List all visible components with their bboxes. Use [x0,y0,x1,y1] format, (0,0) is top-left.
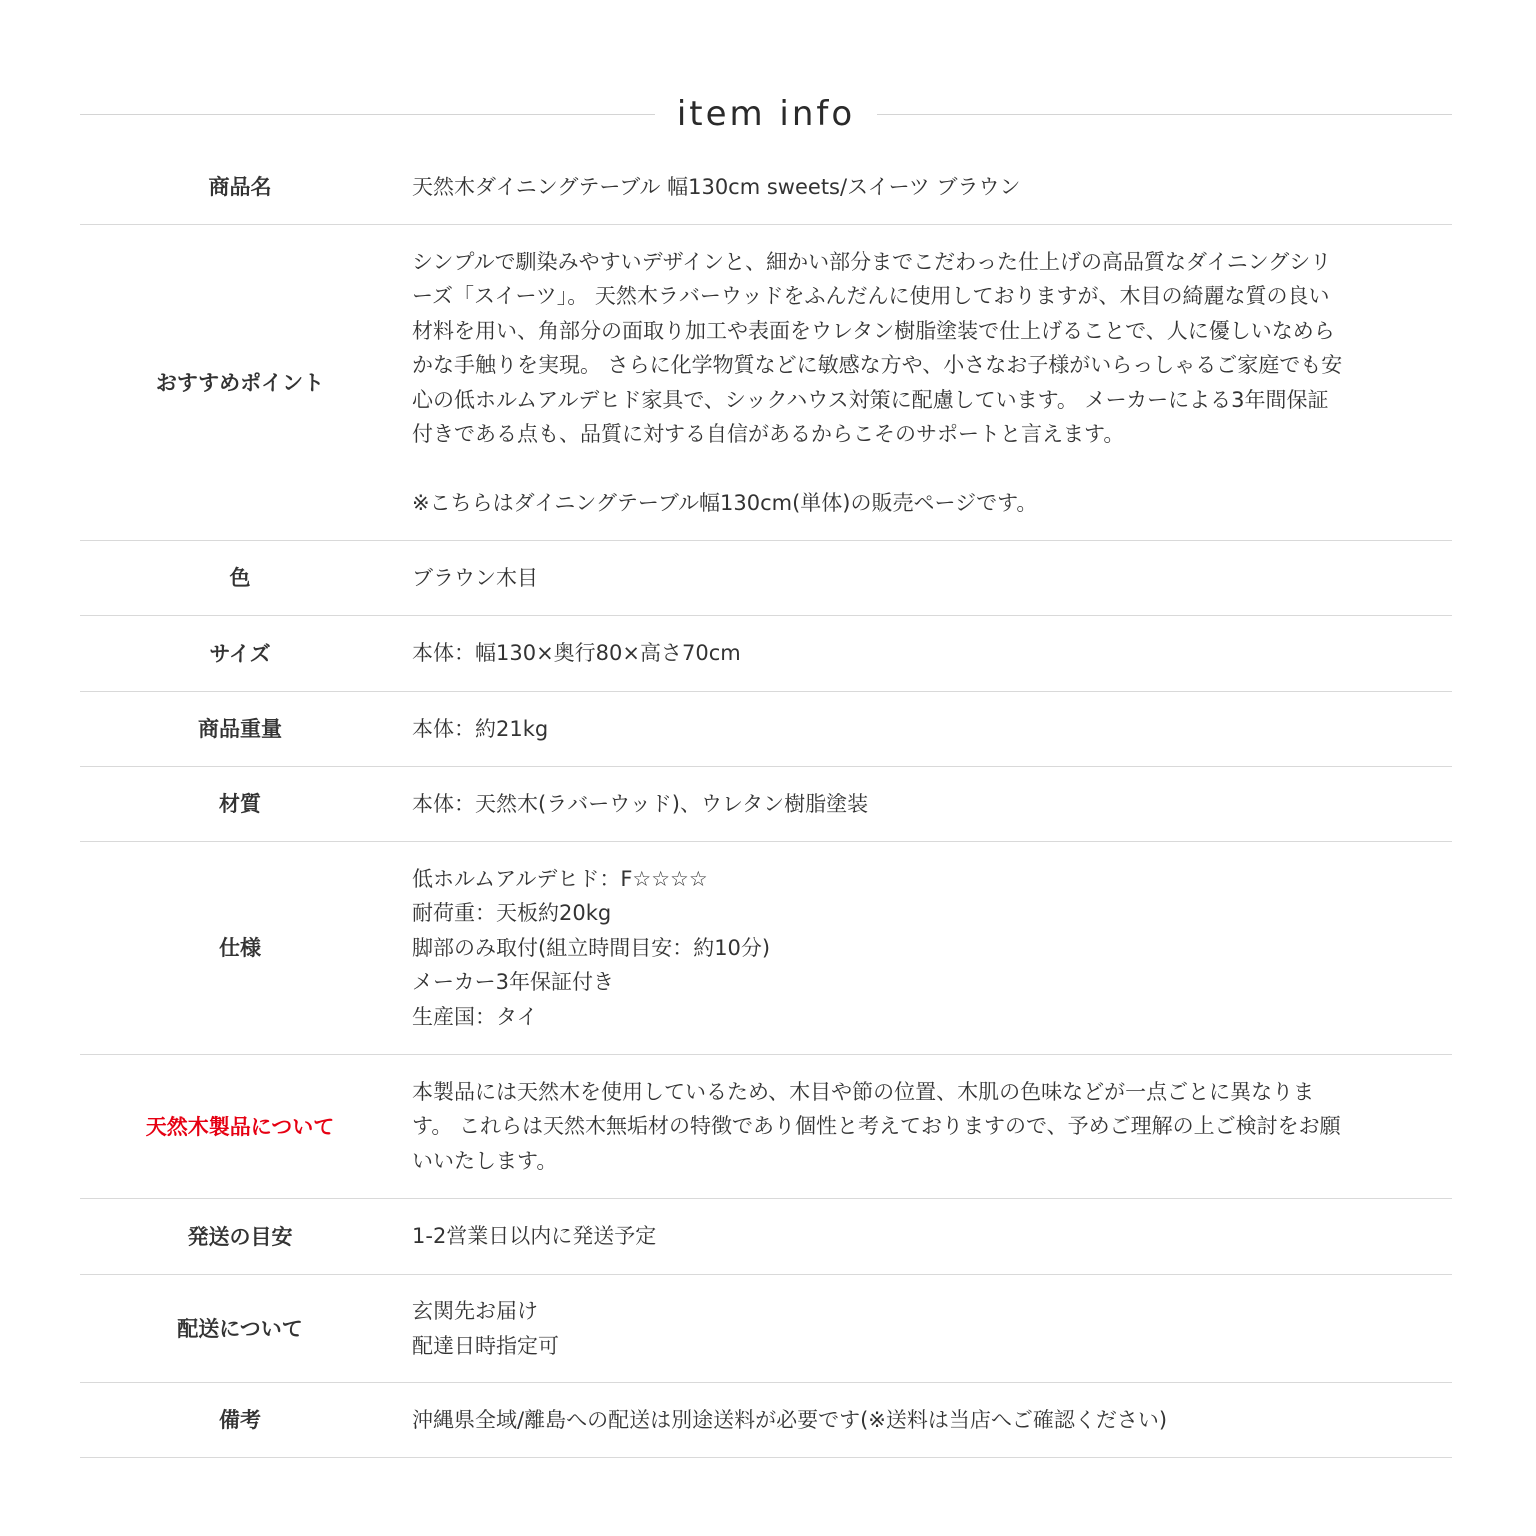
natural-wood-line-2: す。 これらは天然木無垢材の特徴であり個性と考えておりますので、予めご理解の上ご検討をお願 [412,1114,1341,1139]
value-natural-wood [400,1075,1452,1179]
spec-line-4: メーカー3年保証付き [412,970,614,995]
value-recommend [400,245,1452,521]
material-text: 本体：天然木(ラバーウッド)、ウレタン樹脂塗装 [412,791,869,816]
weight-text: 本体：約21kg [412,716,549,741]
label-recommend: おすすめポイント [155,370,325,395]
row-product-name [80,150,1452,225]
recommend-line-2: ーズ「スイーツ」。 天然木ラバーウッドをふんだんに使用しておりますが、木目の綺麗な質の良い [412,284,1330,308]
natural-wood-line-3: いいたします。 [412,1148,558,1173]
section-heading [80,88,1452,140]
row-color [80,541,1452,616]
size-text: 本体：幅130×奥行80×高さ70cm [412,641,741,666]
product-name-text: 天然木ダイニングテーブル 幅130cm sweets/スイーツ ブラウン [412,174,1021,199]
natural-wood-line-1: 本製品には天然木を使用しているため、木目や節の位置、木肌の色味などが一点ごとに異なりま [412,1079,1315,1104]
spec-line-2: 耐荷重：天板約20kg [412,901,612,926]
label-spec: 仕様 [219,936,261,960]
label-remarks: 備考 [219,1408,261,1432]
row-remarks [80,1383,1452,1458]
row-spec [80,842,1452,1055]
row-weight [80,692,1452,767]
row-recommend [80,225,1452,541]
section-title: item info [676,94,856,134]
label-product-name: 商品名 [208,175,272,199]
value-delivery [400,1294,1452,1363]
label-delivery: 配送について [177,1316,303,1341]
label-weight: 商品重量 [198,717,282,741]
row-natural-wood [80,1055,1452,1199]
recommend-line-6: 付きである点も、品質に対する自信があるからこそのサポートと言えます。 [412,422,1125,446]
label-material: 材質 [219,792,261,816]
recommend-line-3: 材料を用い、角部分の面取り加工や表面をウレタン樹脂塗装で仕上げることで、人に優しいなめら [412,318,1335,343]
value-remarks [400,1403,1452,1438]
heading-rule-left [80,114,655,115]
spec-line-1: 低ホルムアルデヒド：F☆☆☆☆ [412,866,708,891]
value-spec [400,862,1452,1035]
heading-rule-right [877,114,1452,115]
delivery-line-2: 配達日時指定可 [412,1333,559,1358]
recommend-note: ※こちらはダイニングテーブル幅130cm(単体)の販売ページです。 [412,491,1038,515]
recommend-line-4: かな手触りを実現。 さらに化学物質などに敏感な方や、小さなお子様がいらっしゃるご家庭でも安 [412,353,1343,377]
value-material [400,787,1452,822]
delivery-line-1: 玄関先お届け [412,1299,538,1323]
spec-line-5: 生産国：タイ [412,1004,538,1029]
shipping-estimate-text: 1-2営業日以内に発送予定 [412,1224,657,1249]
value-product-name [400,170,1452,205]
color-text: ブラウン木目 [412,565,538,590]
value-color [400,561,1452,596]
spec-line-3: 脚部のみ取付(組立時間目安：約10分) [412,935,771,960]
recommend-line-5: 心の低ホルムアルデヒド家具で、シックハウス対策に配慮しています。 メーカーによる3年間保証 [412,387,1329,412]
value-weight [400,712,1452,747]
row-size [80,616,1452,692]
remarks-text: 沖縄県全域/離島への配送は別途送料が必要です(※送料は当店へご確認ください) [412,1407,1168,1432]
label-shipping-estimate: 発送の目安 [187,1224,293,1249]
spec-table [80,150,1452,1458]
row-material [80,767,1452,842]
value-size [400,636,1452,671]
label-size: サイズ [209,641,271,666]
label-natural-wood: 天然木製品について [145,1114,335,1139]
row-shipping-estimate [80,1199,1452,1275]
recommend-gap [412,452,1404,487]
row-delivery [80,1275,1452,1383]
recommend-line-1: シンプルで馴染みやすいデザインと、細かい部分までこだわった仕上げの高品質なダイニングシリ [412,249,1332,274]
label-color: 色 [229,566,251,590]
value-shipping-estimate [400,1219,1452,1254]
